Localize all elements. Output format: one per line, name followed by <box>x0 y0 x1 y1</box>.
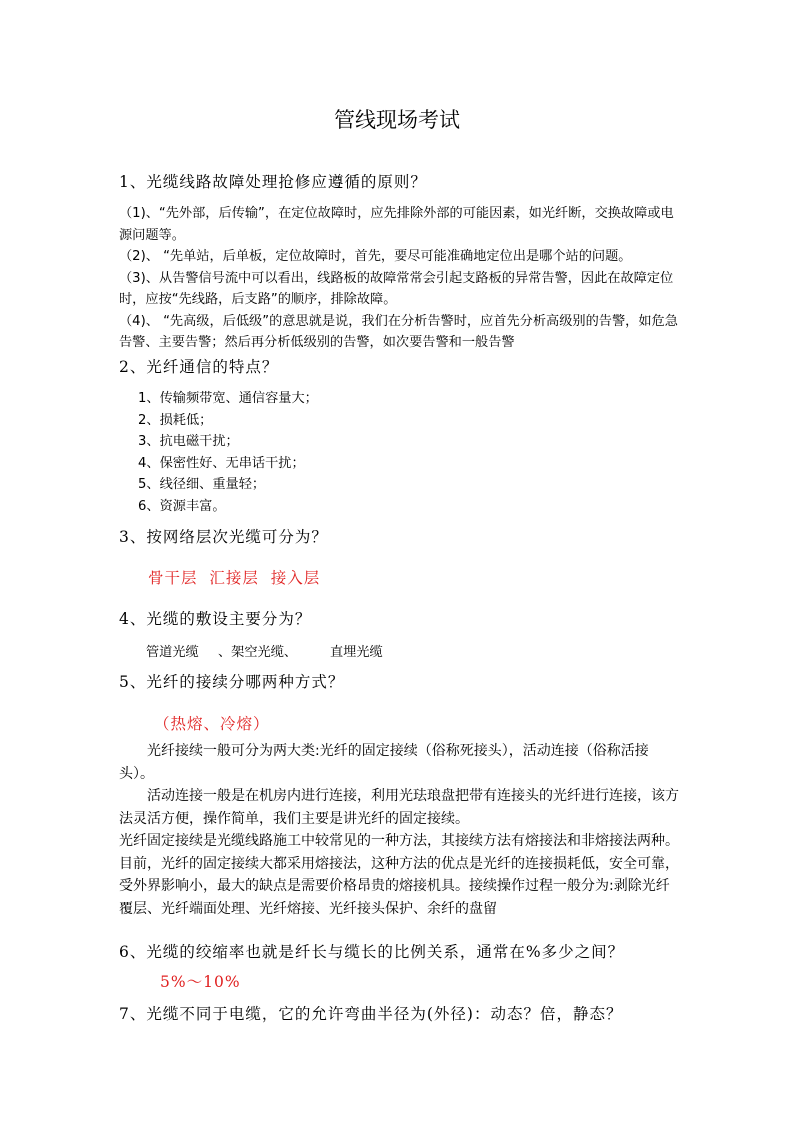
question-2: 2、光纤通信的特点？ <box>119 358 279 376</box>
question-3: 3、按网络层次光缆可分为？ <box>119 528 328 546</box>
answer-4-part-a: 管道光缆 <box>146 645 199 660</box>
question-6: 6、光缆的绞缩率也就是纤长与缆长的比例关系，通常在%多少之间？ <box>119 943 625 961</box>
paragraph: 光纤接续一般可分为两大类:光纤的固定接续（俗称死接头），活动连接（俗称活接头）。 <box>119 743 649 782</box>
paragraph: 光纤固定接续是光缆线路施工中较常见的一种方法，其接续方法有熔接法和非熔接法两种。目前，光纤的固定接续大都采用熔接法，这种方法的优点是光纤的连接损耗低，安全可靠，受外界影响小，最大的缺点是需要价格昂贵的熔接机具。接续操作过程一般分为:剥除光纤覆层、光纤端面处理、光纤熔接、光纤接头保护、余纤的盘留 <box>119 833 679 917</box>
list-item: 2、损耗低； <box>138 412 213 428</box>
page-title: 管线现场考试 <box>334 108 460 132</box>
answer-4-part-c: 直埋光缆 <box>330 645 383 660</box>
list-item: 1、传输频带宽、通信容量大； <box>138 391 318 406</box>
answer-1-item: （3)、从告警信号流中可以看出，线路板的故障常常会引起支路板的异常告警，因此在故障定位时，应按“先线路，后支路”的顺序，排除故障。 <box>119 270 674 307</box>
answer-1-block <box>119 203 679 354</box>
answer-5-body <box>119 740 679 920</box>
question-7: 7、光缆不同于电缆，它的允许弯曲半径为(外径)：动态？倍，静态？ <box>119 1005 623 1023</box>
question-4: 4、光缆的敷设主要分为？ <box>119 610 312 628</box>
answer-3: 骨干层 汇接层 接入层 <box>148 569 321 587</box>
answer-2-list <box>138 388 318 517</box>
answer-6: 5%～10% <box>160 973 241 991</box>
paragraph: 活动连接一般是在机房内进行连接，利用光珐琅盘把带有连接头的光纤进行连接，该方法灵活方便，操作简单，我们主要是讲光纤的固定接续。 <box>119 788 679 827</box>
list-item: 6、资源丰富。 <box>138 498 226 514</box>
list-item: 4、保密性好、无串话干扰； <box>138 455 305 471</box>
answer-1-item: （4)、 “先高级，后低级”的意思就是说，我们在分析告警时，应首先分析高级别的告警，如危急告警、主要告警；然后再分析低级别的告警，如次要告警和一般告警 <box>119 313 678 350</box>
answer-1-item: （2)、 “先单站，后单板，定位故障时，首先，要尽可能准确地定位出是哪个站的问题。 <box>119 249 632 264</box>
question-1: 1、光缆线路故障处理抢修应遵循的原则？ <box>119 173 427 191</box>
list-item: 3、抗电磁干扰； <box>138 434 239 449</box>
question-5: 5、光纤的接续分哪两种方式？ <box>119 673 345 691</box>
answer-4-part-b: 、架空光缆、 <box>218 645 298 660</box>
list-item: 5、线径细、重量轻； <box>138 477 266 492</box>
answer-5: （热熔、冷熔） <box>154 715 270 733</box>
answer-1-item: （1)、“先外部，后传输”，在定位故障时，应先排除外部的可能因素，如光纤断，交换故障或电源问题等。 <box>119 206 674 243</box>
